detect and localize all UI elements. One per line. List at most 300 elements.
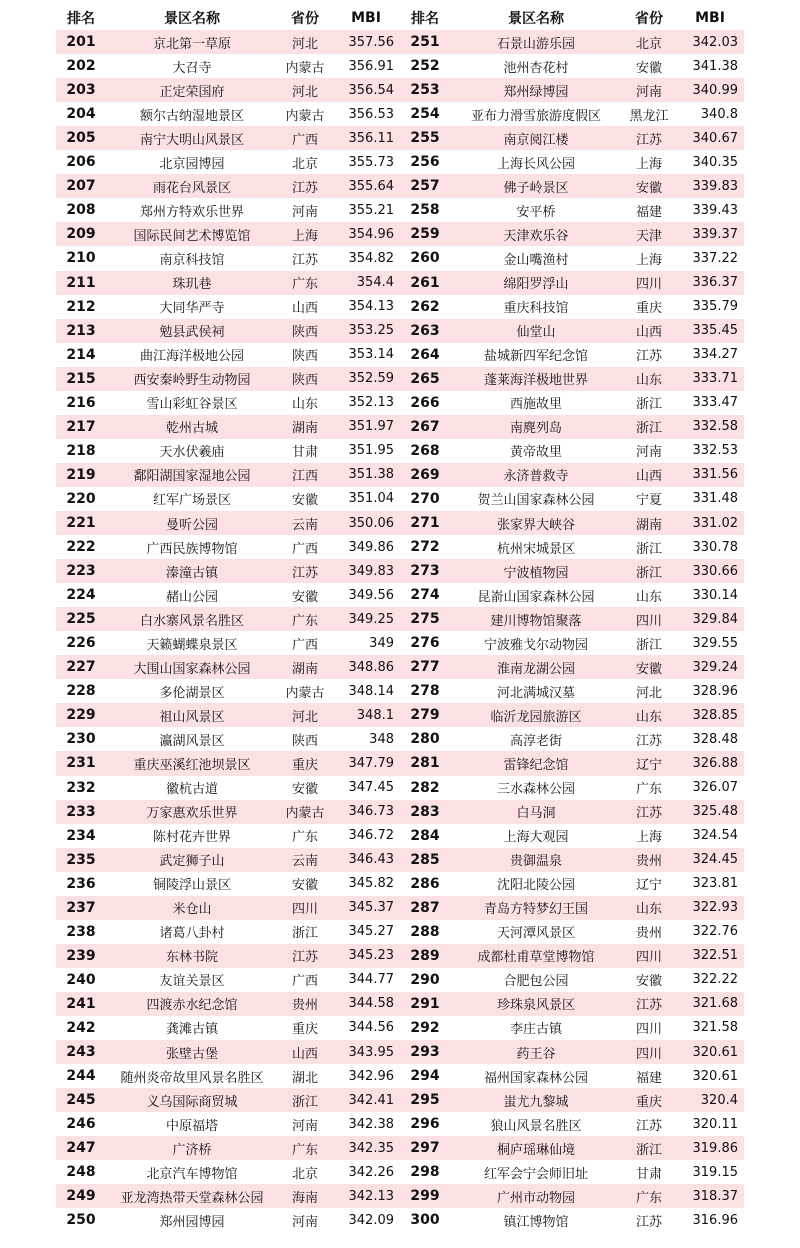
province-cell: 湖北 <box>291 1070 318 1086</box>
scenic-name-cell: 西安秦岭野生动物园 <box>106 367 278 391</box>
province-cell: 福建 <box>635 204 662 220</box>
scenic-name-cell: 万家惠欢乐世界 <box>106 800 278 824</box>
rank-cell: 250 <box>66 1212 96 1229</box>
table-row <box>56 295 744 319</box>
province-cell: 贵州 <box>635 926 662 942</box>
mbi-cell: 333.47 <box>692 395 738 411</box>
rank-cell: 237 <box>56 896 106 920</box>
rank-cell: 297 <box>400 1136 450 1160</box>
scenic-name-cell: 河北满城汉墓 <box>496 685 575 701</box>
mbi-cell: 350.06 <box>332 511 400 535</box>
scenic-name-cell: 绵阳罗浮山 <box>450 271 622 295</box>
rank-cell: 253 <box>400 78 450 102</box>
table-row <box>56 631 744 655</box>
rank-cell: 284 <box>410 827 440 844</box>
province-cell: 安徽 <box>622 655 676 679</box>
table-row <box>56 487 744 511</box>
scenic-name-cell: 广州市动物园 <box>450 1184 622 1208</box>
province-cell: 安徽 <box>291 878 318 894</box>
mbi-cell: 352.13 <box>348 395 394 411</box>
mbi-cell: 331.02 <box>676 511 744 535</box>
rank-cell: 275 <box>400 607 450 631</box>
rank-cell: 210 <box>66 250 96 267</box>
province-cell: 云南 <box>278 511 332 535</box>
table-row <box>56 30 744 54</box>
mbi-cell: 331.48 <box>692 491 738 507</box>
rank-cell: 266 <box>410 394 440 411</box>
province-cell: 浙江 <box>635 541 662 557</box>
table-row <box>56 102 744 126</box>
province-cell: 河南 <box>622 78 676 102</box>
table-row <box>56 222 744 246</box>
rank-cell: 265 <box>400 367 450 391</box>
scenic-name-cell: 桐庐瑶琳仙境 <box>450 1136 622 1160</box>
province-cell: 福建 <box>635 1070 662 1086</box>
scenic-name-cell: 蚩尤九黎城 <box>450 1088 622 1112</box>
mbi-cell: 354.13 <box>348 299 394 315</box>
ranking-table <box>56 6 744 1232</box>
table-row <box>56 535 744 559</box>
province-cell: 广东 <box>291 830 318 846</box>
scenic-name-cell: 龚滩古镇 <box>165 1022 218 1038</box>
scenic-name-cell: 重庆巫溪红池坝景区 <box>106 751 278 775</box>
rank-cell: 204 <box>66 106 96 123</box>
province-cell: 内蒙古 <box>285 108 325 124</box>
scenic-name-cell: 正定荣国府 <box>106 78 278 102</box>
rank-cell: 262 <box>410 298 440 315</box>
rank-cell: 223 <box>56 559 106 583</box>
mbi-cell: 347.79 <box>332 751 400 775</box>
scenic-name-cell: 上海长风公园 <box>496 156 575 172</box>
scenic-name-cell: 京北第一草原 <box>106 30 278 54</box>
scenic-name-cell: 南京阅江楼 <box>450 126 622 150</box>
mbi-cell: 321.68 <box>676 992 744 1016</box>
scenic-name-cell: 上海大观园 <box>503 830 569 846</box>
rank-cell: 298 <box>410 1164 440 1181</box>
province-cell: 河北 <box>635 685 662 701</box>
table-row <box>56 1040 744 1064</box>
mbi-cell: 324.45 <box>676 848 744 872</box>
scenic-name-cell: 鄱阳湖国家湿地公园 <box>106 463 278 487</box>
table-row <box>56 944 744 968</box>
rank-cell: 285 <box>400 848 450 872</box>
scenic-name-cell: 金山嘴渔村 <box>503 252 569 268</box>
mbi-cell: 348.86 <box>332 655 400 679</box>
rank-cell: 225 <box>56 607 106 631</box>
mbi-cell: 354.82 <box>348 250 394 266</box>
scenic-name-cell: 天津欢乐谷 <box>450 222 622 246</box>
mbi-cell: 351.95 <box>348 443 394 459</box>
mbi-cell: 328.48 <box>692 731 738 747</box>
scenic-name-cell: 铜陵浮山景区 <box>152 878 231 894</box>
province-cell: 河南 <box>291 204 318 220</box>
province-cell: 山东 <box>291 397 318 413</box>
province-cell: 湖南 <box>278 415 332 439</box>
province-cell: 山西 <box>291 301 318 317</box>
table-row <box>56 271 744 295</box>
province-cell: 重庆 <box>291 1022 318 1038</box>
province-cell: 四川 <box>635 1022 662 1038</box>
scenic-name-cell: 黄帝故里 <box>509 445 562 461</box>
scenic-name-cell: 勉县武侯祠 <box>106 319 278 343</box>
rank-cell: 219 <box>56 463 106 487</box>
rank-cell: 286 <box>410 875 440 892</box>
mbi-cell: 329.55 <box>692 635 738 651</box>
mbi-cell: 322.93 <box>676 896 744 920</box>
province-cell: 河南 <box>291 1118 318 1134</box>
rank-cell: 260 <box>410 250 440 267</box>
province-cell: 江苏 <box>635 733 662 749</box>
table-row <box>56 800 744 824</box>
rank-cell: 271 <box>400 511 450 535</box>
province-cell: 安徽 <box>635 60 662 76</box>
province-cell: 江苏 <box>635 1214 662 1230</box>
table-row <box>56 319 744 343</box>
province-cell: 浙江 <box>622 415 676 439</box>
rank-cell: 269 <box>400 463 450 487</box>
mbi-cell: 325.48 <box>676 800 744 824</box>
province-cell: 江苏 <box>635 349 662 365</box>
mbi-cell: 324.54 <box>692 828 738 844</box>
scenic-name-cell: 永济普救寺 <box>450 463 622 487</box>
mbi-cell: 331.56 <box>676 463 744 487</box>
scenic-name-cell: 赭山公园 <box>165 589 218 605</box>
scenic-name-cell: 建川博物馆聚落 <box>450 607 622 631</box>
scenic-name-cell: 郑州绿博园 <box>450 78 622 102</box>
province-cell: 广西 <box>291 541 318 557</box>
scenic-name-cell: 沈阳北陵公园 <box>496 878 575 894</box>
province-cell: 重庆 <box>278 751 332 775</box>
mbi-cell: 348 <box>369 731 394 747</box>
mbi-cell: 355.21 <box>348 202 394 218</box>
scenic-name-cell: 曼听公园 <box>106 511 278 535</box>
mbi-cell: 344.58 <box>332 992 400 1016</box>
province-cell: 内蒙古 <box>285 60 325 76</box>
scenic-name-cell: 四渡赤水纪念馆 <box>106 992 278 1016</box>
scenic-name-cell: 珠玑巷 <box>106 271 278 295</box>
mbi-cell: 341.38 <box>692 58 738 74</box>
mbi-cell: 357.56 <box>332 30 400 54</box>
table-row <box>56 920 744 944</box>
rank-cell: 238 <box>66 923 96 940</box>
mbi-cell: 356.54 <box>332 78 400 102</box>
rank-cell: 280 <box>410 731 440 748</box>
mbi-cell: 345.37 <box>332 896 400 920</box>
table-row <box>56 391 744 415</box>
scenic-name-cell: 北京汽车博物馆 <box>146 1166 238 1182</box>
mbi-cell: 330.66 <box>676 559 744 583</box>
table-row <box>56 367 744 391</box>
rank-cell: 220 <box>66 490 96 507</box>
mbi-cell: 348.1 <box>332 703 400 727</box>
mbi-cell: 342.09 <box>348 1212 394 1228</box>
table-row <box>56 751 744 775</box>
table-row <box>56 896 744 920</box>
mbi-cell: 351.38 <box>332 463 400 487</box>
scenic-name-cell: 天河潭风景区 <box>496 926 575 942</box>
scenic-name-cell: 亚布力滑雪旅游度假区 <box>470 108 601 124</box>
scenic-name-cell: 三水森林公园 <box>496 782 575 798</box>
scenic-name-cell: 郑州方特欢乐世界 <box>139 204 244 220</box>
table-row <box>56 415 744 439</box>
mbi-cell: 340.67 <box>676 126 744 150</box>
province-cell: 辽宁 <box>622 751 676 775</box>
province-cell: 山东 <box>622 703 676 727</box>
mbi-cell: 339.43 <box>692 202 738 218</box>
mbi-cell: 349.83 <box>332 559 400 583</box>
rank-cell: 257 <box>400 174 450 198</box>
mbi-cell: 342.96 <box>348 1068 394 1084</box>
province-cell: 河南 <box>635 445 662 461</box>
mbi-cell: 332.58 <box>676 415 744 439</box>
scenic-name-cell: 随州炎帝故里风景名胜区 <box>120 1070 264 1086</box>
rank-cell: 256 <box>410 154 440 171</box>
mbi-cell: 326.07 <box>692 780 738 796</box>
table-row <box>56 1064 744 1088</box>
province-cell: 浙江 <box>278 1088 332 1112</box>
rank-cell: 277 <box>400 655 450 679</box>
province-cell: 湖南 <box>278 655 332 679</box>
rank-cell: 276 <box>410 635 440 652</box>
rank-cell: 207 <box>56 174 106 198</box>
rank-cell: 291 <box>400 992 450 1016</box>
rank-cell: 292 <box>410 1019 440 1036</box>
scenic-name-cell: 盐城新四军纪念馆 <box>483 349 588 365</box>
mbi-cell: 346.72 <box>348 828 394 844</box>
rank-cell: 283 <box>400 800 450 824</box>
table-row <box>56 872 744 896</box>
province-cell: 内蒙古 <box>285 685 325 701</box>
scenic-name-cell: 广济桥 <box>106 1136 278 1160</box>
header-mbi-left: MBI <box>332 6 400 30</box>
rank-cell: 232 <box>66 779 96 796</box>
header-name-right: 景区名称 <box>450 6 622 30</box>
rank-cell: 218 <box>66 442 96 459</box>
rank-cell: 215 <box>56 367 106 391</box>
province-cell: 江苏 <box>622 800 676 824</box>
mbi-cell: 320.11 <box>692 1116 738 1132</box>
rank-cell: 209 <box>56 222 106 246</box>
rank-cell: 282 <box>410 779 440 796</box>
province-cell: 广东 <box>278 1136 332 1160</box>
province-cell: 广西 <box>278 126 332 150</box>
province-cell: 陕西 <box>291 733 318 749</box>
province-cell: 安徽 <box>622 174 676 198</box>
scenic-name-cell: 临沂龙园旅游区 <box>450 703 622 727</box>
mbi-cell: 321.58 <box>692 1020 738 1036</box>
scenic-name-cell: 安平桥 <box>516 204 556 220</box>
scenic-name-cell: 白马洞 <box>450 800 622 824</box>
mbi-cell: 342.41 <box>332 1088 400 1112</box>
province-cell: 江西 <box>278 463 332 487</box>
mbi-cell: 340.8 <box>700 106 738 122</box>
scenic-name-cell: 合肥包公园 <box>503 974 569 990</box>
scenic-name-cell: 国际民间艺术博览馆 <box>106 222 278 246</box>
ranking-table-container <box>56 6 744 1232</box>
rank-cell: 288 <box>410 923 440 940</box>
province-cell: 宁夏 <box>635 493 662 509</box>
scenic-name-cell: 雷锋纪念馆 <box>450 751 622 775</box>
rank-cell: 239 <box>56 944 106 968</box>
header-rank-right: 排名 <box>400 6 450 30</box>
mbi-cell: 345.23 <box>332 944 400 968</box>
scenic-name-cell: 福州国家森林公园 <box>483 1070 588 1086</box>
scenic-name-cell: 宁波植物园 <box>450 559 622 583</box>
mbi-cell: 326.88 <box>676 751 744 775</box>
mbi-cell: 356.53 <box>348 106 394 122</box>
rank-cell: 229 <box>56 703 106 727</box>
table-row <box>56 607 744 631</box>
rank-cell: 211 <box>56 271 106 295</box>
scenic-name-cell: 红军广场景区 <box>152 493 231 509</box>
rank-cell: 248 <box>66 1164 96 1181</box>
table-row <box>56 655 744 679</box>
mbi-cell: 353.14 <box>348 347 394 363</box>
rank-cell: 249 <box>56 1184 106 1208</box>
rank-cell: 252 <box>410 58 440 75</box>
rank-cell: 222 <box>66 539 96 556</box>
province-cell: 河北 <box>278 78 332 102</box>
rank-cell: 299 <box>400 1184 450 1208</box>
table-row <box>56 824 744 848</box>
mbi-cell: 320.4 <box>676 1088 744 1112</box>
province-cell: 河南 <box>291 1214 318 1230</box>
table-row <box>56 1184 744 1208</box>
province-cell: 北京 <box>291 156 318 172</box>
table-row <box>56 727 744 751</box>
scenic-name-cell: 大围山国家森林公园 <box>106 655 278 679</box>
rank-cell: 201 <box>56 30 106 54</box>
province-cell: 贵州 <box>278 992 332 1016</box>
province-cell: 广东 <box>278 271 332 295</box>
province-cell: 河北 <box>278 30 332 54</box>
rank-cell: 251 <box>400 30 450 54</box>
scenic-name-cell: 高淳老街 <box>509 733 562 749</box>
scenic-name-cell: 仙堂山 <box>450 319 622 343</box>
rank-cell: 296 <box>410 1116 440 1133</box>
province-cell: 安徽 <box>635 974 662 990</box>
scenic-name-cell: 曲江海洋极地公园 <box>139 349 244 365</box>
table-row <box>56 54 744 78</box>
scenic-name-cell: 昆嵛山国家森林公园 <box>477 589 595 605</box>
mbi-cell: 343.95 <box>332 1040 400 1064</box>
province-cell: 浙江 <box>635 397 662 413</box>
province-cell: 上海 <box>278 222 332 246</box>
rank-cell: 221 <box>56 511 106 535</box>
mbi-cell: 352.59 <box>332 367 400 391</box>
scenic-name-cell: 白水寨风景名胜区 <box>106 607 278 631</box>
rank-cell: 235 <box>56 848 106 872</box>
mbi-cell: 337.22 <box>692 250 738 266</box>
scenic-name-cell: 贵御温泉 <box>450 848 622 872</box>
mbi-cell: 320.61 <box>676 1040 744 1064</box>
province-cell: 安徽 <box>291 589 318 605</box>
rank-cell: 295 <box>400 1088 450 1112</box>
mbi-cell: 322.76 <box>692 924 738 940</box>
scenic-name-cell: 东林书院 <box>106 944 278 968</box>
table-row <box>56 198 744 222</box>
mbi-cell: 353.25 <box>332 319 400 343</box>
rank-cell: 224 <box>66 587 96 604</box>
mbi-cell: 342.26 <box>348 1164 394 1180</box>
scenic-name-cell: 红军会宁会师旧址 <box>483 1166 588 1182</box>
mbi-cell: 345.82 <box>348 876 394 892</box>
rank-cell: 245 <box>56 1088 106 1112</box>
rank-cell: 267 <box>400 415 450 439</box>
rank-cell: 294 <box>410 1068 440 1085</box>
scenic-name-cell: 亚龙湾热带天堂森林公园 <box>106 1184 278 1208</box>
mbi-cell: 351.04 <box>348 491 394 507</box>
mbi-cell: 342.13 <box>332 1184 400 1208</box>
mbi-cell: 356.11 <box>332 126 400 150</box>
rank-cell: 217 <box>56 415 106 439</box>
province-cell: 江苏 <box>278 944 332 968</box>
province-cell: 四川 <box>622 607 676 631</box>
rank-cell: 246 <box>66 1116 96 1133</box>
province-cell: 海南 <box>278 1184 332 1208</box>
table-header-row <box>56 6 744 30</box>
scenic-name-cell: 成都杜甫草堂博物馆 <box>450 944 622 968</box>
mbi-cell: 329.24 <box>676 655 744 679</box>
province-cell: 重庆 <box>635 301 662 317</box>
table-row <box>56 1088 744 1112</box>
table-row <box>56 1016 744 1040</box>
province-cell: 广东 <box>622 1184 676 1208</box>
province-cell: 重庆 <box>622 1088 676 1112</box>
mbi-cell: 334.27 <box>692 347 738 363</box>
rank-cell: 231 <box>56 751 106 775</box>
rank-cell: 274 <box>410 587 440 604</box>
mbi-cell: 354.4 <box>332 271 400 295</box>
mbi-cell: 332.53 <box>692 443 738 459</box>
scenic-name-cell: 徽杭古道 <box>165 782 218 798</box>
table-row <box>56 679 744 703</box>
table-row <box>56 150 744 174</box>
rank-cell: 255 <box>400 126 450 150</box>
mbi-cell: 328.96 <box>692 683 738 699</box>
table-row <box>56 583 744 607</box>
scenic-name-cell: 友谊关景区 <box>159 974 225 990</box>
table-row <box>56 703 744 727</box>
mbi-cell: 335.79 <box>692 299 738 315</box>
province-cell: 安徽 <box>291 782 318 798</box>
rank-cell: 230 <box>66 731 96 748</box>
scenic-name-cell: 药王谷 <box>450 1040 622 1064</box>
scenic-name-cell: 佛子岭景区 <box>450 174 622 198</box>
scenic-name-cell: 中原福塔 <box>165 1118 218 1134</box>
province-cell: 辽宁 <box>635 878 662 894</box>
mbi-cell: 339.83 <box>676 174 744 198</box>
rank-cell: 300 <box>410 1212 440 1229</box>
mbi-cell: 319.15 <box>692 1164 738 1180</box>
scenic-name-cell: 天水伏羲庙 <box>159 445 225 461</box>
province-cell: 江苏 <box>291 252 318 268</box>
scenic-name-cell: 瀛湖风景区 <box>159 733 225 749</box>
mbi-cell: 340.99 <box>676 78 744 102</box>
province-cell: 山东 <box>622 896 676 920</box>
table-row <box>56 992 744 1016</box>
mbi-cell: 344.77 <box>348 972 394 988</box>
province-cell: 上海 <box>635 830 662 846</box>
scenic-name-cell: 义乌国际商贸城 <box>106 1088 278 1112</box>
header-name-left: 景区名称 <box>106 6 278 30</box>
province-cell: 安徽 <box>291 493 318 509</box>
table-row <box>56 1136 744 1160</box>
scenic-name-cell: 淮南龙湖公园 <box>450 655 622 679</box>
mbi-cell: 333.71 <box>676 367 744 391</box>
scenic-name-cell: 武定狮子山 <box>106 848 278 872</box>
province-cell: 江苏 <box>622 126 676 150</box>
